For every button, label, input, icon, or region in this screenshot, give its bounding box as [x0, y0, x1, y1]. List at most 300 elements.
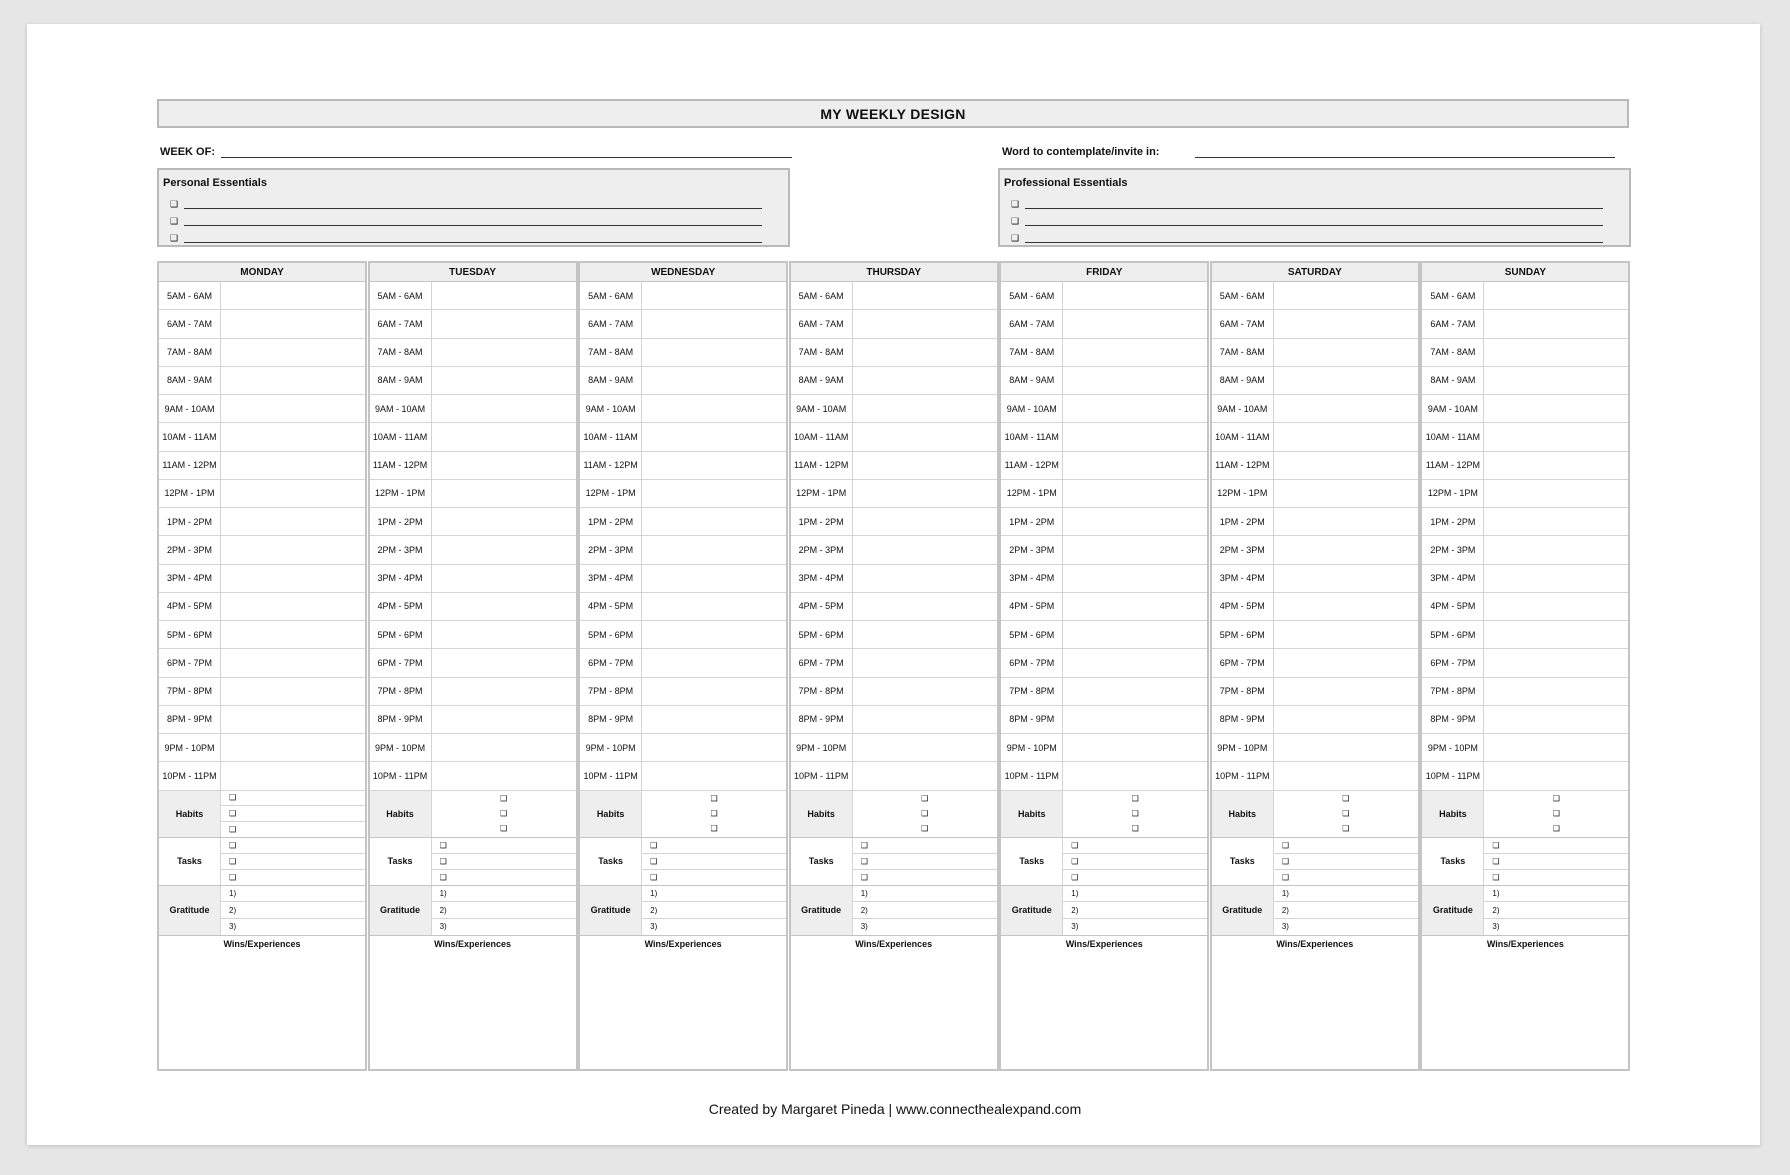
time-slot-entry[interactable]: [1274, 452, 1418, 479]
wins-experiences-area[interactable]: [580, 936, 786, 1070]
time-slot-row[interactable]: [791, 310, 997, 338]
time-slot-entry[interactable]: [1274, 480, 1418, 507]
time-slot-entry[interactable]: [221, 678, 365, 705]
time-slot-row[interactable]: [1212, 565, 1418, 593]
time-slot-entry[interactable]: [1274, 310, 1418, 337]
gratitude-line[interactable]: 2): [1274, 902, 1418, 919]
wins-experiences-area[interactable]: [1212, 936, 1418, 1070]
task-checkbox-icon[interactable]: ❑: [642, 838, 786, 854]
time-slot-row[interactable]: [159, 423, 365, 451]
time-slot-row[interactable]: [580, 565, 786, 593]
habit-checkbox-icon[interactable]: ❑: [1342, 808, 1350, 818]
time-slot-entry[interactable]: [1063, 508, 1207, 535]
time-slot-entry[interactable]: [1274, 339, 1418, 366]
task-checkbox-icon[interactable]: ❑: [432, 838, 576, 854]
time-slot-entry[interactable]: [642, 480, 786, 507]
gratitude-line[interactable]: 2): [432, 902, 576, 919]
time-slot-row[interactable]: [370, 621, 576, 649]
time-slot-row[interactable]: [1212, 762, 1418, 790]
time-slot-entry[interactable]: [432, 282, 576, 309]
time-slot-row[interactable]: [791, 339, 997, 367]
time-slot-row[interactable]: [1422, 565, 1628, 593]
time-slot-row[interactable]: [1422, 734, 1628, 762]
time-slot-entry[interactable]: [221, 536, 365, 563]
time-slot-entry[interactable]: [642, 367, 786, 394]
habit-checkbox-icon[interactable]: ❑: [221, 791, 365, 807]
time-slot-entry[interactable]: [1274, 536, 1418, 563]
time-slot-entry[interactable]: [432, 367, 576, 394]
habit-checkbox-icon[interactable]: ❑: [1131, 808, 1139, 818]
time-slot-row[interactable]: [791, 734, 997, 762]
week-of-field[interactable]: [221, 143, 792, 158]
time-slot-row[interactable]: [1212, 480, 1418, 508]
time-slot-entry[interactable]: [642, 339, 786, 366]
time-slot-row[interactable]: [1212, 310, 1418, 338]
time-slot-entry[interactable]: [221, 480, 365, 507]
time-slot-entry[interactable]: [221, 282, 365, 309]
time-slot-row[interactable]: [580, 593, 786, 621]
time-slot-entry[interactable]: [853, 367, 997, 394]
time-slot-entry[interactable]: [221, 649, 365, 676]
time-slot-row[interactable]: [1422, 593, 1628, 621]
time-slot-entry[interactable]: [853, 310, 997, 337]
time-slot-row[interactable]: [1001, 649, 1207, 677]
task-checkbox-icon[interactable]: ❑: [1492, 872, 1500, 882]
time-slot-entry[interactable]: [221, 423, 365, 450]
gratitude-line[interactable]: 1): [221, 886, 365, 903]
time-slot-row[interactable]: [791, 452, 997, 480]
time-slot-row[interactable]: [159, 452, 365, 480]
time-slot-row[interactable]: [580, 649, 786, 677]
time-slot-row[interactable]: [159, 310, 365, 338]
time-slot-row[interactable]: [580, 452, 786, 480]
time-slot-row[interactable]: [159, 649, 365, 677]
gratitude-line[interactable]: 3): [229, 922, 237, 932]
time-slot-entry[interactable]: [432, 395, 576, 422]
time-slot-row[interactable]: [791, 565, 997, 593]
time-slot-row[interactable]: [1001, 310, 1207, 338]
time-slot-row[interactable]: [791, 593, 997, 621]
time-slot-row[interactable]: [791, 762, 997, 790]
task-checkbox-icon[interactable]: ❑: [853, 838, 997, 854]
task-checkbox-icon[interactable]: ❑: [1484, 854, 1628, 870]
time-slot-entry[interactable]: [432, 621, 576, 648]
time-slot-entry[interactable]: [1063, 452, 1207, 479]
gratitude-line[interactable]: 3): [1492, 922, 1500, 932]
time-slot-entry[interactable]: [853, 649, 997, 676]
time-slot-row[interactable]: [580, 536, 786, 564]
time-slot-row[interactable]: [580, 508, 786, 536]
time-slot-row[interactable]: [1212, 452, 1418, 480]
time-slot-entry[interactable]: [1274, 423, 1418, 450]
task-checkbox-icon[interactable]: ❑: [650, 872, 658, 882]
time-slot-row[interactable]: [1001, 565, 1207, 593]
time-slot-entry[interactable]: [432, 706, 576, 733]
gratitude-line[interactable]: 2): [221, 902, 365, 919]
time-slot-row[interactable]: [1001, 395, 1207, 423]
time-slot-row[interactable]: [159, 508, 365, 536]
checkbox-icon[interactable]: ❑: [170, 199, 179, 209]
time-slot-row[interactable]: [159, 282, 365, 310]
time-slot-entry[interactable]: [1484, 282, 1628, 309]
time-slot-entry[interactable]: [432, 452, 576, 479]
time-slot-entry[interactable]: [1484, 452, 1628, 479]
time-slot-entry[interactable]: [1484, 536, 1628, 563]
time-slot-row[interactable]: [1001, 452, 1207, 480]
time-slot-row[interactable]: [580, 734, 786, 762]
time-slot-row[interactable]: [1001, 762, 1207, 790]
time-slot-entry[interactable]: [853, 593, 997, 620]
time-slot-row[interactable]: [370, 536, 576, 564]
task-checkbox-icon[interactable]: ❑: [1274, 854, 1418, 870]
habit-checkbox-icon[interactable]: ❑: [1342, 793, 1350, 803]
task-checkbox-icon[interactable]: ❑: [642, 854, 786, 870]
time-slot-entry[interactable]: [853, 508, 997, 535]
time-slot-row[interactable]: [1001, 423, 1207, 451]
time-slot-row[interactable]: [1422, 536, 1628, 564]
time-slot-row[interactable]: [580, 282, 786, 310]
time-slot-row[interactable]: [1001, 678, 1207, 706]
wins-experiences-area[interactable]: [370, 936, 576, 1070]
gratitude-line[interactable]: 1): [1274, 886, 1418, 903]
time-slot-entry[interactable]: [1274, 649, 1418, 676]
time-slot-entry[interactable]: [221, 452, 365, 479]
time-slot-entry[interactable]: [853, 734, 997, 761]
time-slot-row[interactable]: [791, 282, 997, 310]
time-slot-entry[interactable]: [642, 565, 786, 592]
time-slot-row[interactable]: [159, 734, 365, 762]
time-slot-entry[interactable]: [853, 565, 997, 592]
time-slot-row[interactable]: [370, 678, 576, 706]
time-slot-row[interactable]: [159, 621, 365, 649]
time-slot-entry[interactable]: [642, 706, 786, 733]
time-slot-row[interactable]: [370, 395, 576, 423]
time-slot-entry[interactable]: [432, 762, 576, 789]
gratitude-line[interactable]: 3): [650, 922, 658, 932]
time-slot-row[interactable]: [1422, 649, 1628, 677]
time-slot-row[interactable]: [1212, 395, 1418, 423]
time-slot-row[interactable]: [159, 678, 365, 706]
time-slot-entry[interactable]: [432, 339, 576, 366]
time-slot-row[interactable]: [791, 621, 997, 649]
time-slot-row[interactable]: [1212, 508, 1418, 536]
time-slot-row[interactable]: [159, 480, 365, 508]
gratitude-line[interactable]: 1): [853, 886, 997, 903]
habit-checkbox-icon[interactable]: ❑: [1131, 793, 1139, 803]
time-slot-entry[interactable]: [1274, 678, 1418, 705]
time-slot-entry[interactable]: [221, 706, 365, 733]
time-slot-row[interactable]: [1422, 480, 1628, 508]
time-slot-row[interactable]: [159, 565, 365, 593]
habit-checkbox-icon[interactable]: ❑: [921, 793, 929, 803]
task-checkbox-icon[interactable]: ❑: [432, 854, 576, 870]
time-slot-row[interactable]: [1001, 536, 1207, 564]
gratitude-line[interactable]: 1): [1484, 886, 1628, 903]
time-slot-row[interactable]: [1001, 734, 1207, 762]
checkbox-icon[interactable]: ❑: [170, 216, 179, 226]
time-slot-entry[interactable]: [1274, 762, 1418, 789]
time-slot-row[interactable]: [159, 706, 365, 734]
time-slot-entry[interactable]: [1484, 621, 1628, 648]
task-checkbox-icon[interactable]: ❑: [853, 854, 997, 870]
professional-essential-line[interactable]: [1004, 226, 1603, 243]
checkbox-icon[interactable]: ❑: [1011, 216, 1020, 226]
time-slot-row[interactable]: [1212, 649, 1418, 677]
habit-checkbox-icon[interactable]: ❑: [229, 824, 237, 834]
personal-essential-line[interactable]: [163, 209, 762, 226]
task-checkbox-icon[interactable]: ❑: [860, 872, 868, 882]
time-slot-entry[interactable]: [1274, 367, 1418, 394]
time-slot-row[interactable]: [370, 762, 576, 790]
time-slot-entry[interactable]: [1063, 480, 1207, 507]
time-slot-entry[interactable]: [221, 734, 365, 761]
time-slot-entry[interactable]: [432, 734, 576, 761]
time-slot-row[interactable]: [370, 367, 576, 395]
time-slot-row[interactable]: [370, 649, 576, 677]
personal-essential-line[interactable]: [163, 192, 762, 209]
task-checkbox-icon[interactable]: ❑: [1281, 872, 1289, 882]
time-slot-entry[interactable]: [1063, 310, 1207, 337]
word-field[interactable]: [1195, 143, 1615, 158]
gratitude-line[interactable]: 2): [853, 902, 997, 919]
habit-checkbox-icon[interactable]: ❑: [1342, 824, 1350, 834]
time-slot-entry[interactable]: [853, 395, 997, 422]
time-slot-entry[interactable]: [1274, 706, 1418, 733]
habit-checkbox-icon[interactable]: ❑: [1131, 824, 1139, 834]
time-slot-entry[interactable]: [1274, 621, 1418, 648]
time-slot-row[interactable]: [370, 282, 576, 310]
time-slot-row[interactable]: [159, 593, 365, 621]
personal-essential-line[interactable]: [163, 226, 762, 243]
time-slot-entry[interactable]: [1484, 508, 1628, 535]
time-slot-row[interactable]: [1001, 593, 1207, 621]
time-slot-row[interactable]: [1212, 734, 1418, 762]
time-slot-entry[interactable]: [1063, 536, 1207, 563]
time-slot-row[interactable]: [1422, 282, 1628, 310]
time-slot-entry[interactable]: [1274, 734, 1418, 761]
time-slot-entry[interactable]: [1484, 423, 1628, 450]
gratitude-line[interactable]: 3): [439, 922, 447, 932]
time-slot-entry[interactable]: [853, 452, 997, 479]
time-slot-row[interactable]: [580, 339, 786, 367]
wins-experiences-area[interactable]: [1422, 936, 1628, 1070]
time-slot-row[interactable]: [370, 423, 576, 451]
task-checkbox-icon[interactable]: ❑: [221, 854, 365, 870]
time-slot-row[interactable]: [370, 734, 576, 762]
time-slot-row[interactable]: [370, 452, 576, 480]
habit-checkbox-icon[interactable]: ❑: [221, 806, 365, 822]
time-slot-entry[interactable]: [853, 536, 997, 563]
time-slot-row[interactable]: [580, 762, 786, 790]
time-slot-entry[interactable]: [853, 282, 997, 309]
habit-checkbox-icon[interactable]: ❑: [710, 808, 718, 818]
time-slot-entry[interactable]: [642, 762, 786, 789]
time-slot-row[interactable]: [791, 678, 997, 706]
time-slot-entry[interactable]: [432, 423, 576, 450]
time-slot-entry[interactable]: [853, 621, 997, 648]
time-slot-entry[interactable]: [221, 621, 365, 648]
time-slot-row[interactable]: [1212, 678, 1418, 706]
time-slot-row[interactable]: [370, 593, 576, 621]
time-slot-row[interactable]: [159, 367, 365, 395]
time-slot-row[interactable]: [1001, 706, 1207, 734]
time-slot-row[interactable]: [1422, 508, 1628, 536]
time-slot-row[interactable]: [1001, 367, 1207, 395]
time-slot-row[interactable]: [791, 423, 997, 451]
time-slot-entry[interactable]: [221, 395, 365, 422]
time-slot-entry[interactable]: [1484, 480, 1628, 507]
time-slot-entry[interactable]: [432, 678, 576, 705]
time-slot-entry[interactable]: [642, 536, 786, 563]
time-slot-entry[interactable]: [221, 508, 365, 535]
time-slot-row[interactable]: [580, 480, 786, 508]
professional-essential-line[interactable]: [1004, 192, 1603, 209]
time-slot-row[interactable]: [1001, 339, 1207, 367]
time-slot-row[interactable]: [159, 395, 365, 423]
gratitude-line[interactable]: 2): [1484, 902, 1628, 919]
habit-checkbox-icon[interactable]: ❑: [921, 808, 929, 818]
time-slot-entry[interactable]: [642, 621, 786, 648]
habit-checkbox-icon[interactable]: ❑: [499, 824, 508, 834]
time-slot-entry[interactable]: [853, 678, 997, 705]
time-slot-entry[interactable]: [221, 762, 365, 789]
time-slot-entry[interactable]: [642, 395, 786, 422]
time-slot-row[interactable]: [580, 367, 786, 395]
task-checkbox-icon[interactable]: ❑: [439, 872, 447, 882]
time-slot-entry[interactable]: [1484, 706, 1628, 733]
time-slot-row[interactable]: [370, 480, 576, 508]
time-slot-entry[interactable]: [1063, 395, 1207, 422]
time-slot-row[interactable]: [580, 423, 786, 451]
time-slot-row[interactable]: [580, 395, 786, 423]
time-slot-entry[interactable]: [642, 282, 786, 309]
time-slot-row[interactable]: [1422, 310, 1628, 338]
time-slot-row[interactable]: [791, 649, 997, 677]
time-slot-entry[interactable]: [1274, 508, 1418, 535]
time-slot-entry[interactable]: [1484, 649, 1628, 676]
time-slot-entry[interactable]: [853, 706, 997, 733]
habit-checkbox-icon[interactable]: ❑: [710, 793, 718, 803]
time-slot-entry[interactable]: [1063, 649, 1207, 676]
gratitude-line[interactable]: 3): [1281, 922, 1289, 932]
habit-checkbox-icon[interactable]: ❑: [1552, 824, 1560, 834]
habit-checkbox-icon[interactable]: ❑: [499, 808, 508, 818]
time-slot-row[interactable]: [370, 310, 576, 338]
time-slot-row[interactable]: [1212, 423, 1418, 451]
time-slot-entry[interactable]: [1484, 593, 1628, 620]
professional-essential-line[interactable]: [1004, 209, 1603, 226]
time-slot-row[interactable]: [791, 480, 997, 508]
time-slot-entry[interactable]: [432, 480, 576, 507]
time-slot-entry[interactable]: [853, 423, 997, 450]
habit-checkbox-icon[interactable]: ❑: [499, 793, 508, 803]
time-slot-row[interactable]: [1212, 367, 1418, 395]
wins-experiences-area[interactable]: [791, 936, 997, 1070]
time-slot-entry[interactable]: [642, 423, 786, 450]
time-slot-entry[interactable]: [432, 565, 576, 592]
time-slot-entry[interactable]: [642, 593, 786, 620]
task-checkbox-icon[interactable]: ❑: [1484, 838, 1628, 854]
time-slot-entry[interactable]: [1484, 310, 1628, 337]
time-slot-row[interactable]: [1001, 621, 1207, 649]
time-slot-row[interactable]: [580, 310, 786, 338]
gratitude-line[interactable]: 3): [1071, 922, 1079, 932]
time-slot-row[interactable]: [1422, 423, 1628, 451]
time-slot-entry[interactable]: [432, 536, 576, 563]
time-slot-entry[interactable]: [221, 593, 365, 620]
wins-experiences-area[interactable]: [159, 936, 365, 1070]
time-slot-entry[interactable]: [1063, 339, 1207, 366]
time-slot-row[interactable]: [580, 621, 786, 649]
time-slot-entry[interactable]: [1274, 565, 1418, 592]
habit-checkbox-icon[interactable]: ❑: [1552, 808, 1560, 818]
time-slot-row[interactable]: [791, 508, 997, 536]
time-slot-entry[interactable]: [853, 762, 997, 789]
task-checkbox-icon[interactable]: ❑: [1063, 854, 1207, 870]
time-slot-row[interactable]: [370, 565, 576, 593]
task-checkbox-icon[interactable]: ❑: [1063, 838, 1207, 854]
gratitude-line[interactable]: 2): [642, 902, 786, 919]
time-slot-entry[interactable]: [1063, 734, 1207, 761]
gratitude-line[interactable]: 1): [1063, 886, 1207, 903]
time-slot-entry[interactable]: [1484, 678, 1628, 705]
time-slot-row[interactable]: [1422, 706, 1628, 734]
time-slot-row[interactable]: [1422, 395, 1628, 423]
time-slot-entry[interactable]: [1484, 367, 1628, 394]
habit-checkbox-icon[interactable]: ❑: [710, 824, 718, 834]
time-slot-entry[interactable]: [221, 339, 365, 366]
wins-experiences-area[interactable]: [1001, 936, 1207, 1070]
time-slot-entry[interactable]: [1063, 593, 1207, 620]
time-slot-entry[interactable]: [853, 339, 997, 366]
time-slot-entry[interactable]: [1484, 762, 1628, 789]
time-slot-row[interactable]: [370, 508, 576, 536]
habit-checkbox-icon[interactable]: ❑: [1552, 793, 1560, 803]
time-slot-row[interactable]: [1001, 508, 1207, 536]
time-slot-row[interactable]: [159, 536, 365, 564]
time-slot-row[interactable]: [1422, 762, 1628, 790]
gratitude-line[interactable]: 3): [860, 922, 868, 932]
time-slot-row[interactable]: [1212, 706, 1418, 734]
time-slot-entry[interactable]: [1063, 282, 1207, 309]
gratitude-line[interactable]: 1): [432, 886, 576, 903]
time-slot-row[interactable]: [159, 339, 365, 367]
time-slot-row[interactable]: [1422, 367, 1628, 395]
time-slot-entry[interactable]: [221, 565, 365, 592]
checkbox-icon[interactable]: ❑: [170, 233, 179, 243]
time-slot-row[interactable]: [1212, 536, 1418, 564]
checkbox-icon[interactable]: ❑: [1011, 233, 1020, 243]
time-slot-entry[interactable]: [642, 734, 786, 761]
checkbox-icon[interactable]: ❑: [1011, 199, 1020, 209]
time-slot-row[interactable]: [580, 706, 786, 734]
time-slot-row[interactable]: [1212, 621, 1418, 649]
time-slot-row[interactable]: [1422, 339, 1628, 367]
time-slot-entry[interactable]: [432, 310, 576, 337]
time-slot-entry[interactable]: [1063, 565, 1207, 592]
time-slot-entry[interactable]: [432, 508, 576, 535]
time-slot-entry[interactable]: [1063, 621, 1207, 648]
time-slot-row[interactable]: [1001, 480, 1207, 508]
time-slot-entry[interactable]: [1063, 762, 1207, 789]
time-slot-entry[interactable]: [642, 310, 786, 337]
time-slot-entry[interactable]: [1484, 395, 1628, 422]
time-slot-entry[interactable]: [1274, 593, 1418, 620]
time-slot-entry[interactable]: [1484, 339, 1628, 366]
time-slot-entry[interactable]: [642, 678, 786, 705]
time-slot-entry[interactable]: [1274, 395, 1418, 422]
time-slot-entry[interactable]: [1484, 565, 1628, 592]
